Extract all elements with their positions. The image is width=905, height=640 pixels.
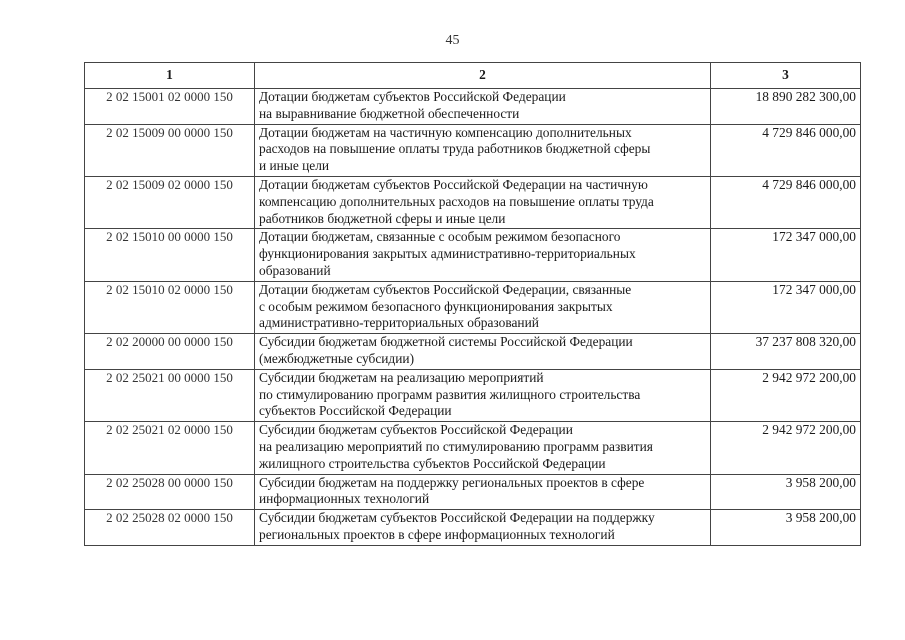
budget-code-cell: 2 02 25028 02 0000 150 xyxy=(85,510,255,546)
revenue-name-cell xyxy=(255,334,711,370)
revenue-name-line: расходов на повышение оплаты труда работников бюджетной сферы xyxy=(259,141,651,157)
revenue-name-line: образований xyxy=(259,262,331,278)
budget-revenue-table xyxy=(84,62,861,546)
revenue-name-line: Субсидии бюджетам бюджетной системы Российской Федерации xyxy=(259,334,633,350)
revenue-name-line: информационных технологий xyxy=(259,491,430,507)
table-row xyxy=(85,510,861,546)
revenue-name-cell xyxy=(255,510,711,546)
revenue-name-cell xyxy=(255,229,711,281)
table-row xyxy=(85,369,861,421)
table-header-row xyxy=(85,63,861,89)
revenue-name-line: на реализацию мероприятий по стимулированию программ развития xyxy=(259,438,653,454)
budget-code-cell: 2 02 15001 02 0000 150 xyxy=(85,89,255,125)
budget-code-cell: 2 02 25021 02 0000 150 xyxy=(85,422,255,474)
revenue-name-cell xyxy=(255,281,711,333)
revenue-name-cell xyxy=(255,124,711,176)
revenue-name-line: с особым режимом безопасного функционирования закрытых xyxy=(259,298,613,314)
budget-code-cell: 2 02 15010 00 0000 150 xyxy=(85,229,255,281)
budget-code-cell: 2 02 25028 00 0000 150 xyxy=(85,474,255,510)
budget-code-cell: 2 02 15009 02 0000 150 xyxy=(85,176,255,228)
column-header-code: 1 xyxy=(85,63,255,89)
budget-code-cell: 2 02 25021 00 0000 150 xyxy=(85,369,255,421)
revenue-name-line: (межбюджетные субсидии) xyxy=(259,350,415,366)
revenue-name-line: работников бюджетной сферы и иные цели xyxy=(259,210,506,226)
revenue-name-line: функционирования закрытых административно-территориальных xyxy=(259,246,636,262)
amount-cell: 3 958 200,00 xyxy=(711,510,861,546)
amount-cell: 3 958 200,00 xyxy=(711,474,861,510)
amount-cell: 172 347 000,00 xyxy=(711,281,861,333)
amount-cell: 37 237 808 320,00 xyxy=(711,334,861,370)
revenue-name-line: региональных проектов в сфере информационных технологий xyxy=(259,526,615,542)
revenue-name-line: компенсацию дополнительных расходов на повышение оплаты труда xyxy=(259,193,654,209)
revenue-name-line: Дотации бюджетам, связанные с особым режимом безопасного xyxy=(259,229,621,245)
revenue-name-line: административно-территориальных образований xyxy=(259,315,539,331)
table-row xyxy=(85,422,861,474)
table-row xyxy=(85,124,861,176)
amount-cell: 172 347 000,00 xyxy=(711,229,861,281)
table-row xyxy=(85,334,861,370)
budget-code-cell: 2 02 15010 02 0000 150 xyxy=(85,281,255,333)
amount-cell: 2 942 972 200,00 xyxy=(711,422,861,474)
amount-cell: 4 729 846 000,00 xyxy=(711,124,861,176)
revenue-name-line: Субсидии бюджетам субъектов Российской Федерации на поддержку xyxy=(259,510,655,526)
table-row xyxy=(85,474,861,510)
revenue-name-line: субъектов Российской Федерации xyxy=(259,403,452,419)
revenue-name-line: Дотации бюджетам на частичную компенсацию дополнительных xyxy=(259,124,632,140)
revenue-name-line: Субсидии бюджетам на поддержку региональных проектов в сфере xyxy=(259,474,645,490)
revenue-name-line: по стимулированию программ развития жилищного строительства xyxy=(259,386,641,402)
revenue-name-cell xyxy=(255,422,711,474)
revenue-name-cell xyxy=(255,369,711,421)
budget-code-cell: 2 02 15009 00 0000 150 xyxy=(85,124,255,176)
revenue-name-cell xyxy=(255,176,711,228)
budget-code-cell: 2 02 20000 00 0000 150 xyxy=(85,334,255,370)
revenue-name-line: и иные цели xyxy=(259,158,330,174)
table-row xyxy=(85,229,861,281)
table-body xyxy=(85,89,861,546)
revenue-name-line: Дотации бюджетам субъектов Российской Федерации на частичную xyxy=(259,176,648,192)
revenue-name-line: Субсидии бюджетам на реализацию мероприятий xyxy=(259,369,544,385)
revenue-name-cell xyxy=(255,474,711,510)
revenue-name-line: Дотации бюджетам субъектов Российской Федерации, связанные xyxy=(259,281,632,297)
table-row xyxy=(85,281,861,333)
revenue-name-cell xyxy=(255,89,711,125)
revenue-name-line: жилищного строительства субъектов Российской Федерации xyxy=(259,455,606,471)
amount-cell: 4 729 846 000,00 xyxy=(711,176,861,228)
column-header-amount: 3 xyxy=(711,63,861,89)
revenue-name-line: на выравнивание бюджетной обеспеченности xyxy=(259,105,520,121)
amount-cell: 2 942 972 200,00 xyxy=(711,369,861,421)
revenue-name-line: Дотации бюджетам субъектов Российской Федерации xyxy=(259,89,566,104)
revenue-name-line: Субсидии бюджетам субъектов Российской Федерации xyxy=(259,422,573,438)
amount-cell: 18 890 282 300,00 xyxy=(711,89,861,125)
page-number: 45 xyxy=(445,33,460,48)
column-header-name: 2 xyxy=(255,63,711,89)
table-row xyxy=(85,89,861,125)
table-row xyxy=(85,176,861,228)
